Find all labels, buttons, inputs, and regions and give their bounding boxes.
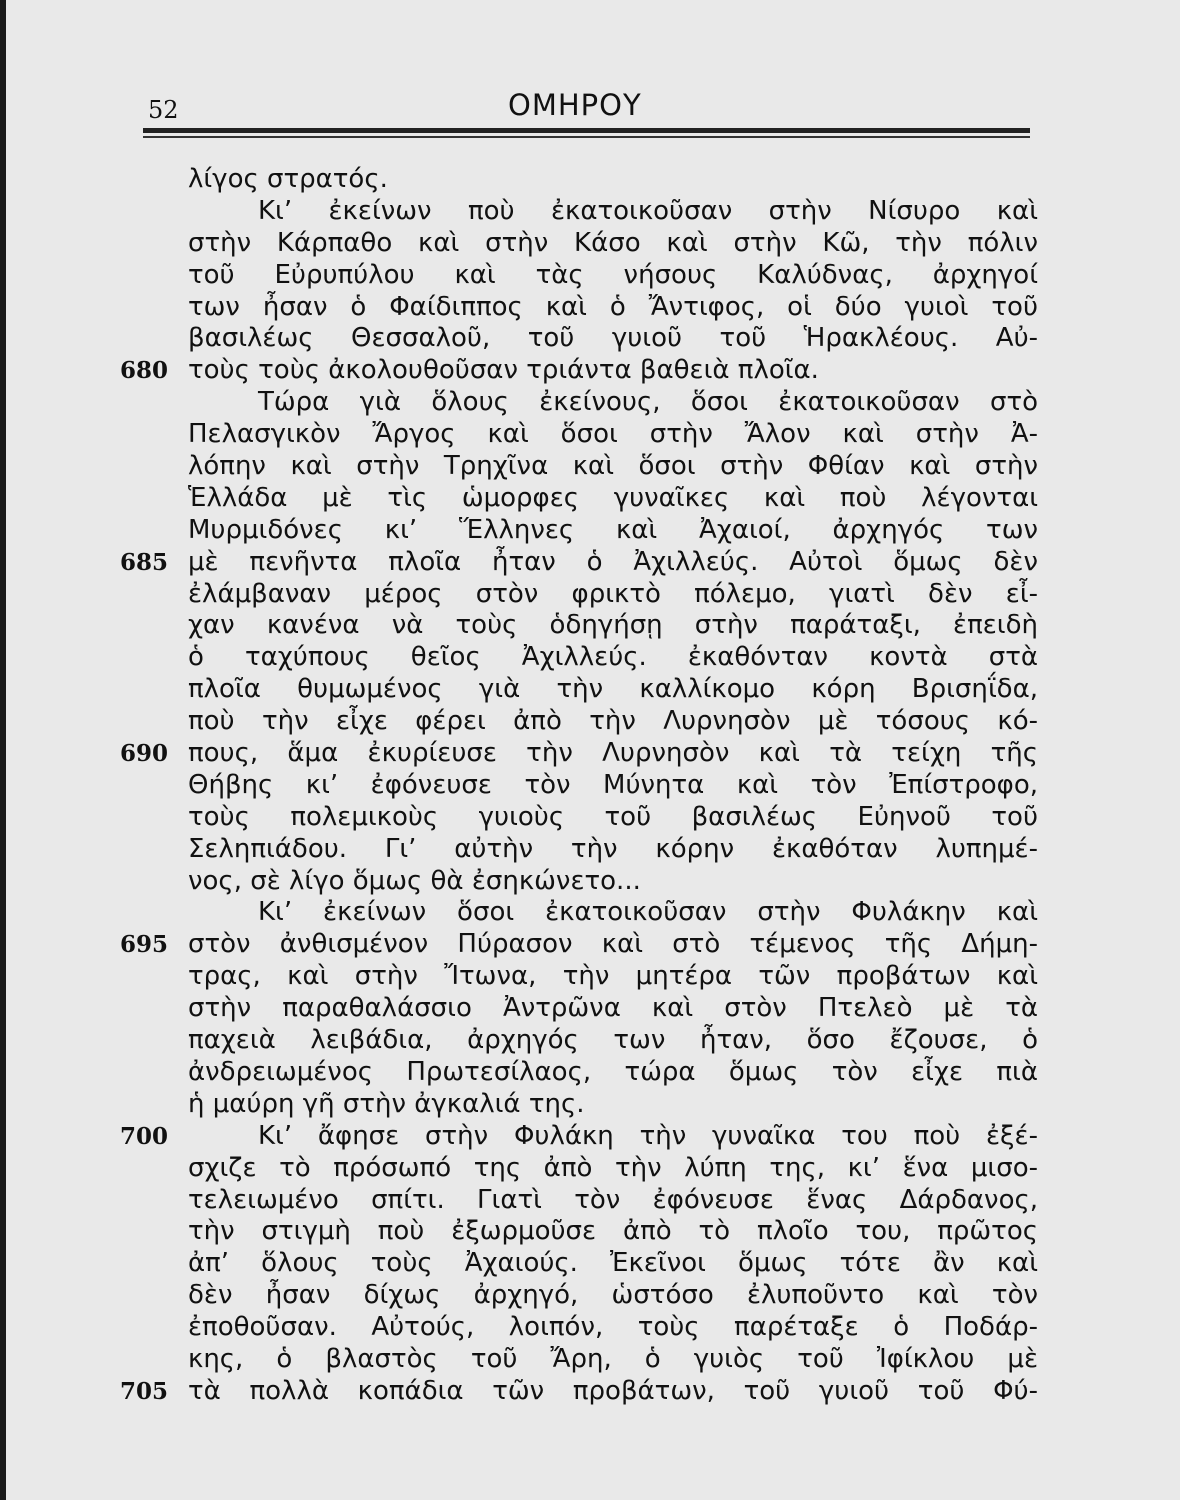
line-text: βασιλέως Θεσσαλοῦ, τοῦ γυιοῦ τοῦ Ἡρακλέους. Αὐ- [188, 323, 1038, 354]
line-text: ἐποθοῦσαν. Αὐτούς, λοιπόν, τοὺς παρέταξε ὁ Ποδάρ- [188, 1312, 1038, 1343]
line-text: Κι’ ἐκείνων ποὺ ἐκατοικοῦσαν στὴν Νίσυρο καὶ [258, 195, 1038, 226]
text-line [120, 1121, 1040, 1153]
line-text: Ἑλλάδα μὲ τὶς ὡμορφες γυναῖκες καὶ ποὺ λέγονται [188, 482, 1038, 513]
line-text: τρας, καὶ στὴν Ἴτωνα, τὴν μητέρα τῶν προβάτων καὶ [188, 961, 1038, 992]
text-line [120, 706, 1040, 738]
line-text: Κι’ ἐκείνων ὅσοι ἐκατοικοῦσαν στὴν Φυλάκην καὶ [258, 897, 1038, 928]
line-text: δὲν ἦσαν δίχως ἀρχηγό, ὡστόσο ἐλυποῦντο καὶ τὸν [188, 1280, 1038, 1311]
line-text: Σεληπιάδου. Γι’ αὐτὴν τὴν κόρην ἐκαθόταν λυπημέ- [188, 833, 1038, 864]
line-text: ἀνδρειωμένος Πρωτεσίλαος, τώρα ὅμως τὸν εἶχε πιὰ [188, 1056, 1038, 1087]
line-text: νος, σὲ λίγο ὅμως θὰ ἐσηκώνετο... [188, 865, 641, 896]
verse-number: 695 [120, 931, 169, 959]
text-line [120, 515, 1040, 547]
line-text: ὁ ταχύπους θεῖος Ἀχιλλεύς. ἐκαθόνταν κοντὰ στὰ [188, 642, 1038, 673]
verse-number: 680 [120, 357, 169, 385]
text-line [120, 1248, 1040, 1280]
line-text: στὴν Κάρπαθο καὶ στὴν Κάσο καὶ στὴν Κῶ, τὴν πόλιν [188, 227, 1038, 258]
text-line [120, 1153, 1040, 1185]
text-line [120, 1312, 1040, 1344]
body-text [120, 164, 1040, 1408]
text-line [120, 897, 1040, 929]
verse-number: 690 [120, 740, 169, 768]
text-line [120, 419, 1040, 451]
text-line [120, 260, 1040, 292]
line-text: ἡ μαύρη γῆ στὴν ἀγκαλιά της. [188, 1088, 585, 1119]
line-text: Κι’ ἄφησε στὴν Φυλάκη τὴν γυναῖκα του ποὺ ἐξέ- [258, 1120, 1038, 1151]
line-text: στὴν παραθαλάσσιο Ἀντρῶνα καὶ στὸν Πτελεὸ μὲ τὰ [188, 993, 1038, 1024]
text-line [120, 770, 1040, 802]
verse-number: 685 [120, 548, 169, 576]
text-line [120, 1057, 1040, 1089]
line-text: τὰ πολλὰ κοπάδια τῶν προβάτων, τοῦ γυιοῦ τοῦ Φύ- [188, 1375, 1038, 1406]
text-line [120, 802, 1040, 834]
line-text: ἐλάμβαναν μέρος στὸν φρικτὸ πόλεμο, γιατὶ δὲν εἶ- [188, 578, 1038, 609]
header-rule-thin [143, 136, 1030, 138]
line-text: Μυρμιδόνες κι’ Ἕλληνες καὶ Ἀχαιοί, ἀρχηγός των [188, 514, 1038, 545]
text-line [120, 1185, 1040, 1217]
text-line [120, 1025, 1040, 1057]
text-line [120, 451, 1040, 483]
text-line [120, 1089, 1040, 1121]
line-text: τοὺς πολεμικοὺς γυιοὺς τοῦ βασιλέως Εὐηνοῦ τοῦ [188, 801, 1038, 832]
text-line [120, 547, 1040, 579]
line-text: παχειὰ λειβάδια, ἀρχηγός των ἦταν, ὅσο ἔζουσε, ὁ [188, 1025, 1038, 1056]
line-text: τελειωμένο σπίτι. Γιατὶ τὸν ἐφόνευσε ἕνας Δάρδανος, [188, 1184, 1038, 1215]
line-text: τὴν στιγμὴ ποὺ ἐξωρμοῦσε ἀπὸ τὸ πλοῖο του, πρῶτος [188, 1216, 1038, 1247]
line-text: Πελασγικὸν Ἄργος καὶ ὅσοι στὴν Ἄλον καὶ στὴν Ἀ- [188, 419, 1038, 450]
header-rule [143, 128, 1030, 133]
text-line [120, 1344, 1040, 1376]
text-line [120, 355, 1040, 387]
text-line [120, 387, 1040, 419]
text-line [120, 292, 1040, 324]
text-line [120, 228, 1040, 260]
line-text: σχιζε τὸ πρόσωπό της ἀπὸ τὴν λύπη της, κι’ ἕνα μισο- [188, 1152, 1038, 1183]
page-left-edge [0, 0, 6, 1500]
page-number: 52 [148, 96, 179, 124]
line-text: κης, ὁ βλαστὸς τοῦ Ἄρη, ὁ γυιὸς τοῦ Ἰφίκλου μὲ [188, 1343, 1038, 1374]
line-text: τοὺς τοὺς ἀκολουθοῦσαν τριάντα βαθειὰ πλοῖα. [188, 355, 819, 386]
text-line [120, 993, 1040, 1025]
line-text: ἀπ’ ὅλους τοὺς Ἀχαιούς. Ἐκεῖνοι ὅμως τότε ἂν καὶ [188, 1248, 1038, 1279]
running-title: ΟΜΗΡΟΥ [508, 88, 642, 122]
line-text: μὲ πενῆντα πλοῖα ἦταν ὁ Ἀχιλλεύς. Αὐτοὶ ὅμως δὲν [188, 546, 1038, 577]
text-line [120, 674, 1040, 706]
text-line [120, 164, 1040, 196]
line-text: Θήβης κι’ ἐφόνευσε τὸν Μύνητα καὶ τὸν Ἐπίστροφο, [188, 769, 1038, 800]
text-line [120, 929, 1040, 961]
text-line [120, 834, 1040, 866]
line-text: πλοῖα θυμωμένος γιὰ τὴν καλλίκομο κόρη Βρισηΐδα, [188, 674, 1038, 705]
verse-number: 705 [120, 1377, 169, 1405]
verse-number: 700 [120, 1122, 169, 1150]
text-line [120, 579, 1040, 611]
text-line [120, 1216, 1040, 1248]
line-text: λίγος στρατός. [188, 164, 388, 194]
line-text: στὸν ἀνθισμένον Πύρασον καὶ στὸ τέμενος τῆς Δήμη- [188, 929, 1038, 960]
line-text: πους, ἅμα ἐκυρίευσε τὴν Λυρνησὸν καὶ τὰ τείχη τῆς [188, 738, 1038, 769]
line-text: των ἦσαν ὁ Φαίδιππος καὶ ὁ Ἄντιφος, οἱ δύο γυιοὶ τοῦ [188, 291, 1038, 322]
text-line [120, 961, 1040, 993]
text-line [120, 866, 1040, 898]
line-text: λόπην καὶ στὴν Τρηχῖνα καὶ ὅσοι στὴν Φθίαν καὶ στὴν [188, 451, 1038, 482]
text-line [120, 196, 1040, 228]
line-text: χαν κανένα νὰ τοὺς ὁδηγήσῃ στὴν παράταξι, ἐπειδὴ [188, 610, 1038, 641]
text-line [120, 1280, 1040, 1312]
text-line [120, 642, 1040, 674]
line-text: Τώρα γιὰ ὅλους ἐκείνους, ὅσοι ἐκατοικοῦσαν στὸ [258, 387, 1038, 418]
line-text: τοῦ Εὐρυπύλου καὶ τὰς νήσους Καλύδνας, ἀρχηγοί [188, 259, 1038, 290]
line-text: ποὺ τὴν εἶχε φέρει ἀπὸ τὴν Λυρνησὸν μὲ τόσους κό- [188, 706, 1038, 737]
page-header [0, 0, 1180, 150]
text-line [120, 610, 1040, 642]
text-line [120, 738, 1040, 770]
text-line [120, 323, 1040, 355]
text-line [120, 1376, 1040, 1408]
text-line [120, 483, 1040, 515]
